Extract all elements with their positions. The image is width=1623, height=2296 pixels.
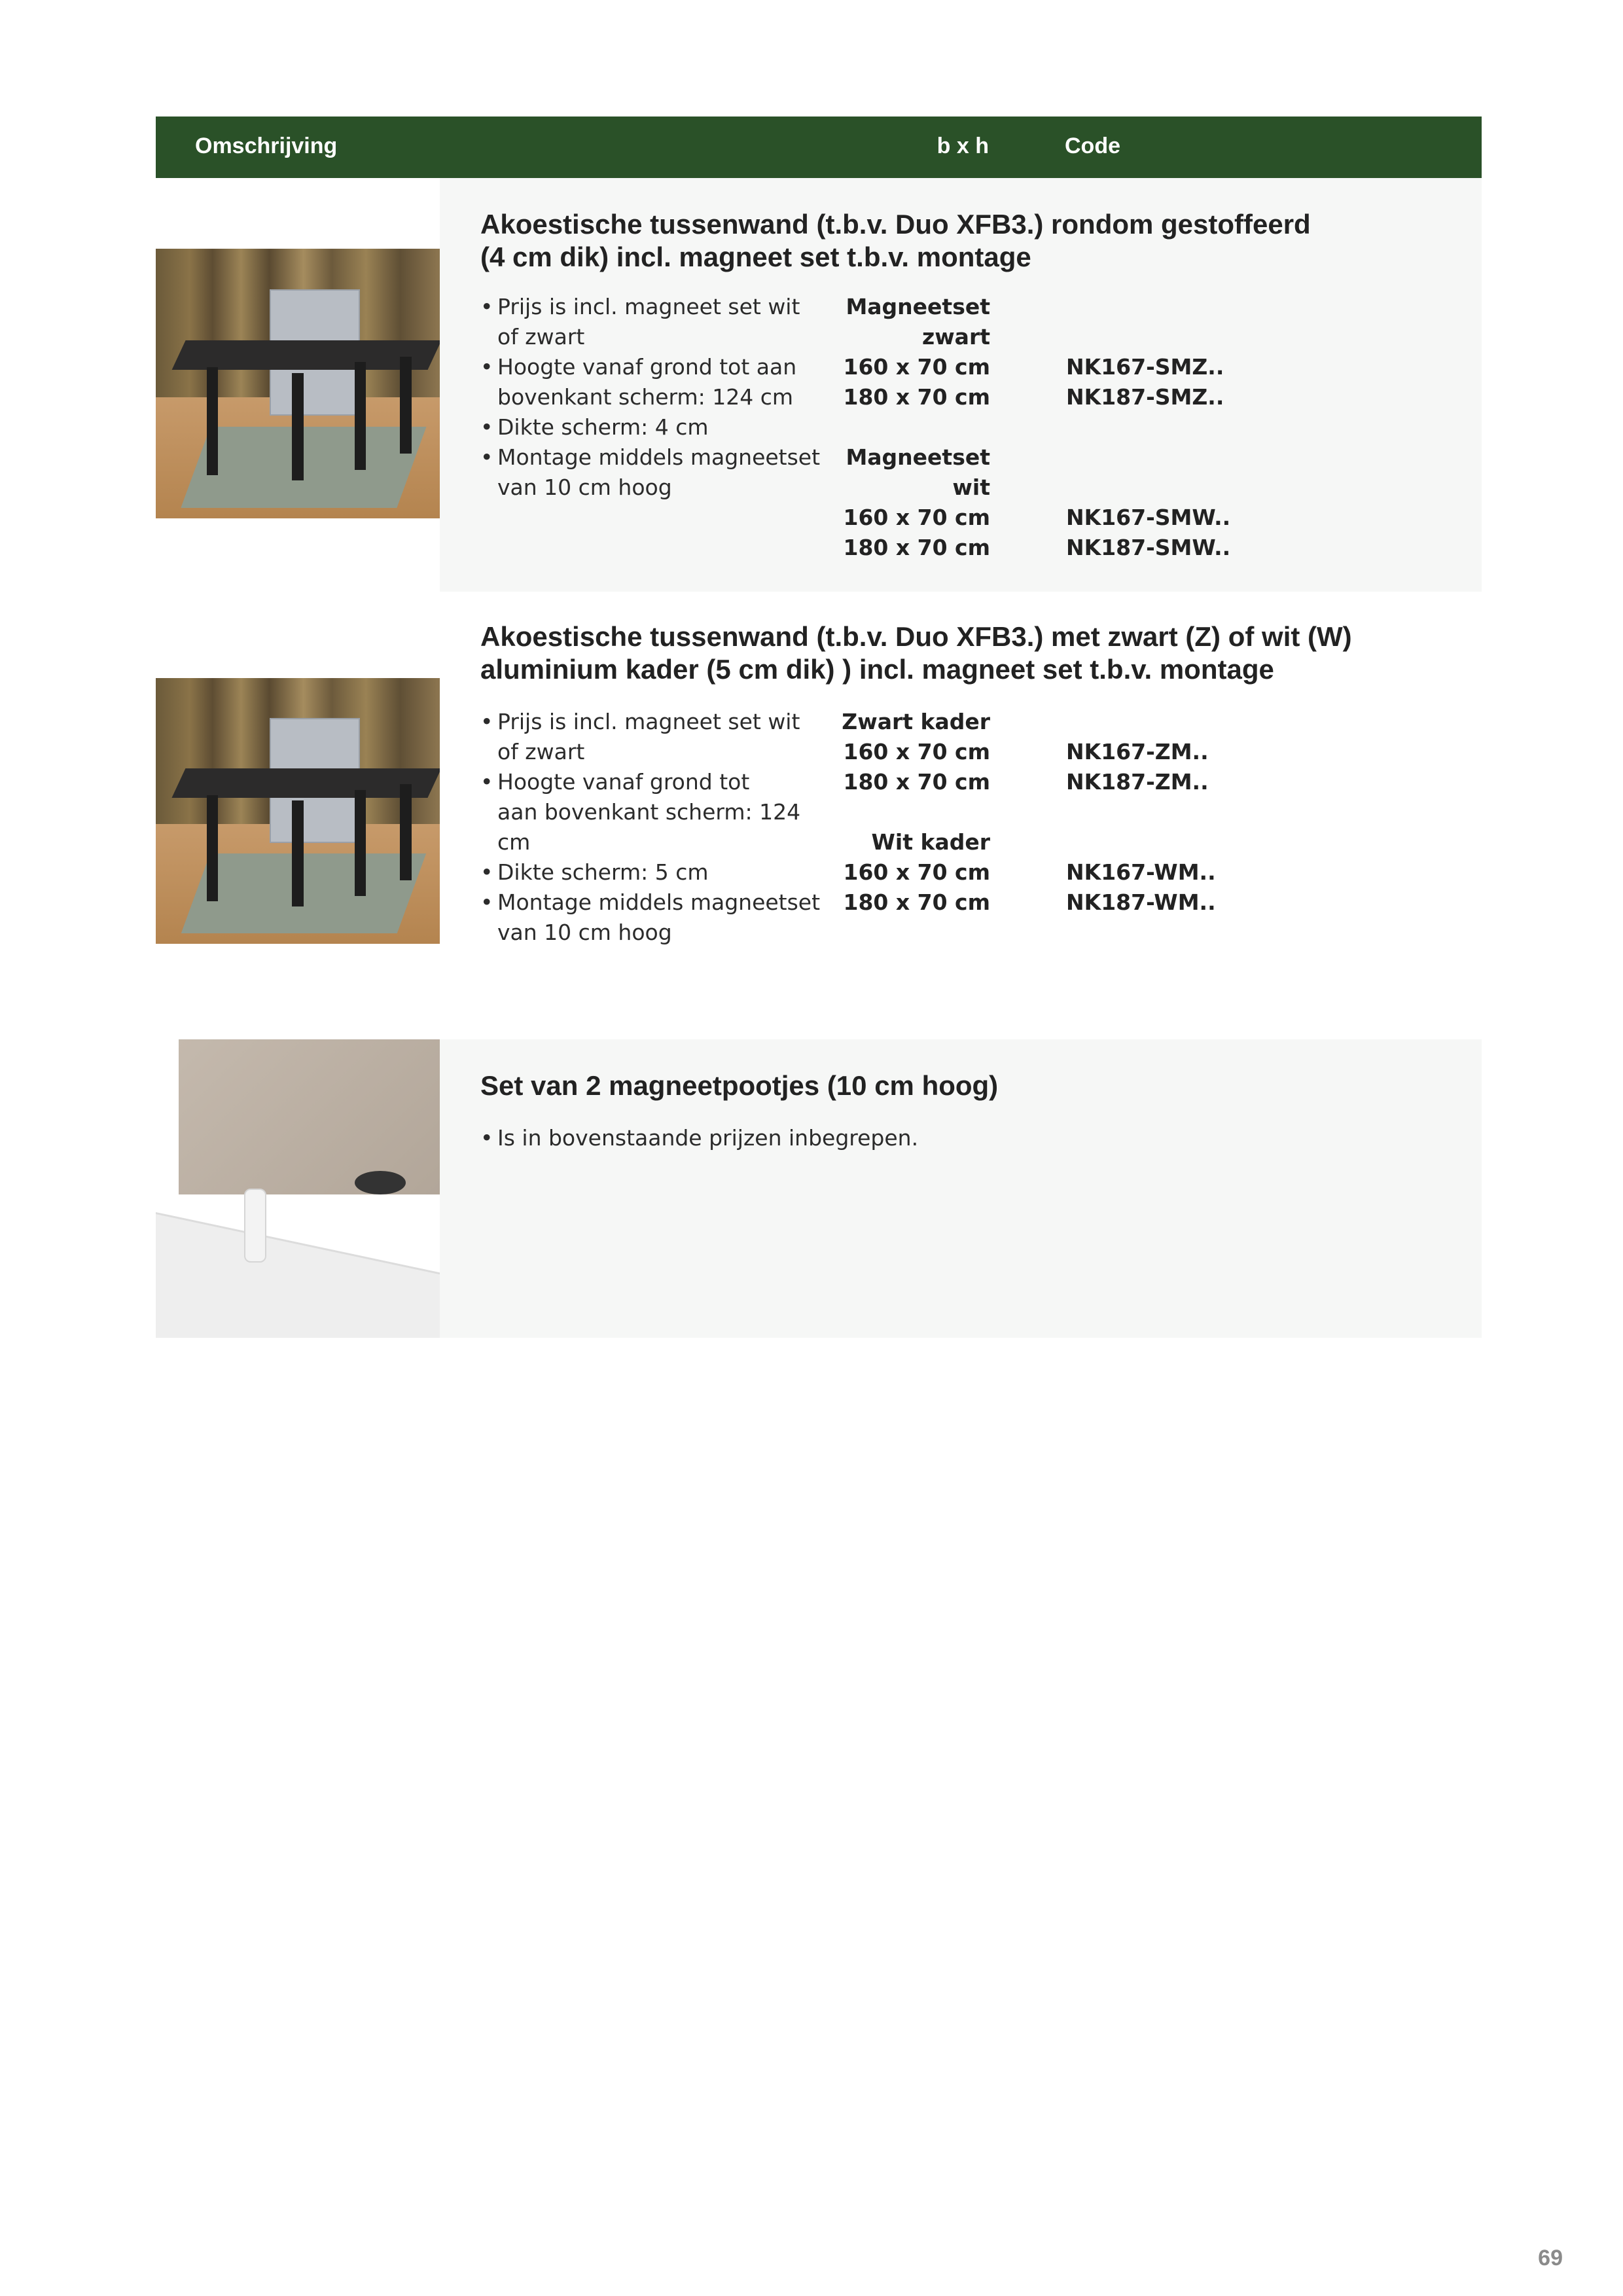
list-item: • Montage middels magneetset van 10 cm hoog <box>480 888 847 948</box>
list-item: • Prijs is incl. magneet set wit of zwart <box>480 292 847 352</box>
product-row-magnet-feet <box>440 1039 1482 1338</box>
list-item: • Montage middels magneetset van 10 cm hoog <box>480 442 847 503</box>
product-photo-upholstered-screen <box>156 249 440 518</box>
header-description: Omschrijving <box>195 134 338 158</box>
product-title: Akoestische tussenwand (t.b.v. Duo XFB3.) rondom gestoffeerd (4 cm dik) incl. magneet set t.b.v. montage <box>480 209 1311 272</box>
list-item: • Hoogte vanaf grond tot aan bovenkant scherm: 124 cm <box>480 352 847 412</box>
product-title: Akoestische tussenwand (t.b.v. Duo XFB3.) met zwart (Z) of wit (W) aluminium kader (5 cm dik) ) incl. magneet set t.b.v. montage <box>480 621 1352 685</box>
header-dimensions: b x h <box>936 134 989 158</box>
product-photo-aluminium-frame-screen <box>156 678 440 944</box>
feature-list <box>480 292 847 503</box>
product-title: Set van 2 magneetpootjes (10 cm hoog) <box>480 1070 999 1101</box>
product-row-upholstered-screen <box>440 178 1482 592</box>
list-item: • Dikte scherm: 4 cm <box>480 412 847 442</box>
list-item: • Dikte scherm: 5 cm <box>480 857 847 888</box>
table-header <box>156 117 1482 178</box>
dimensions-column: Zwart kader 160 x 70 cm 180 x 70 cm Wit kader 160 x 70 cm 180 x 70 cm <box>842 709 990 915</box>
list-item: • Prijs is incl. magneet set wit of zwart <box>480 707 847 767</box>
page-number: 69 <box>1538 2246 1563 2270</box>
dimensions-column: Magneetset zwart 160 x 70 cm 180 x 70 cm Magneetset wit 160 x 70 cm 180 x 70 cm <box>843 294 990 560</box>
list-item: • Is in bovenstaande prijzen inbegrepen. <box>480 1123 1069 1153</box>
header-code: Code <box>1065 134 1120 158</box>
code-column: NK167-SMZ.. NK187-SMZ.. NK167-SMW.. NK187-SMW.. <box>1066 354 1231 560</box>
code-column: NK167-ZM.. NK187-ZM.. NK167-WM.. NK187-WM.. <box>1066 739 1216 915</box>
list-item: • Hoogte vanaf grond tot aan bovenkant scherm: 124 cm <box>480 767 847 857</box>
feature-list <box>480 707 847 948</box>
product-row-aluminium-frame-screen <box>440 592 1482 1011</box>
product-photo-magnet-feet <box>156 1039 440 1338</box>
feature-list <box>480 1123 1069 1153</box>
